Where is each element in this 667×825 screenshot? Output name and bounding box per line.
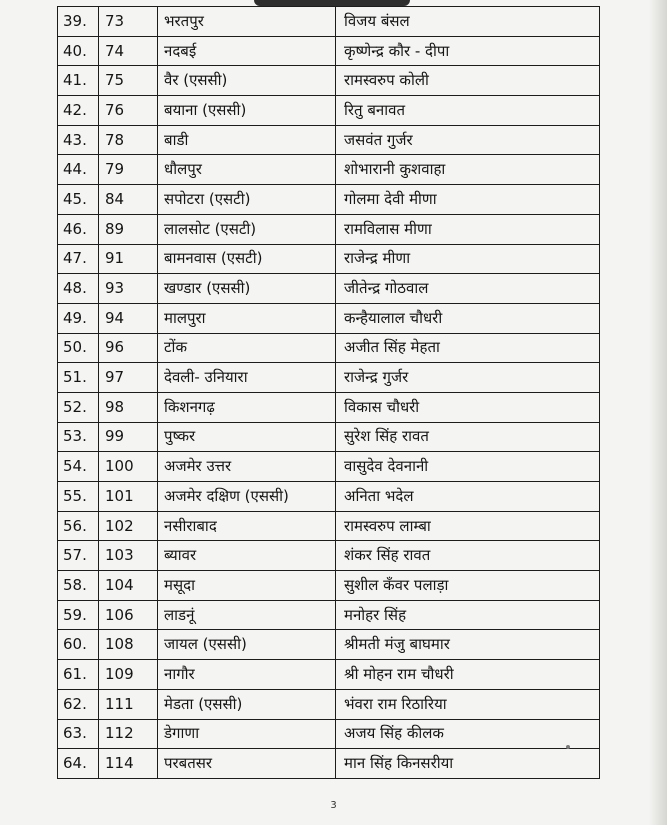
serial-number-cell: 44. — [58, 155, 99, 185]
candidate-name-cell: वासुदेव देवनानी — [336, 452, 600, 482]
candidate-name-cell: विकास चौधरी — [336, 392, 600, 422]
constituency-name-cell: भरतपुर — [158, 7, 336, 37]
constituency-number-cell: 109 — [99, 660, 158, 690]
page-number: 3 — [330, 800, 337, 811]
constituency-name-cell: बयाना (एससी) — [158, 96, 336, 126]
table-row — [58, 363, 600, 393]
candidate-name-cell: राजेन्द्र मीणा — [336, 244, 600, 274]
constituency-number-cell: 103 — [99, 541, 158, 571]
constituency-name-cell: अजमेर उत्तर — [158, 452, 336, 482]
serial-number-cell: 41. — [58, 66, 99, 96]
table-row — [58, 66, 600, 96]
constituency-name-cell: बामनवास (एसटी) — [158, 244, 336, 274]
candidate-name-cell: सुशील कँवर पलाड़ा — [336, 571, 600, 601]
constituency-number-cell: 102 — [99, 511, 158, 541]
candidate-name-cell: रितु बनावत — [336, 96, 600, 126]
table-row — [58, 719, 600, 749]
candidate-name-cell: अजय सिंह कीलक — [336, 719, 600, 749]
table-row — [58, 274, 600, 304]
serial-number-cell: 42. — [58, 96, 99, 126]
table-row — [58, 660, 600, 690]
serial-number-cell: 55. — [58, 482, 99, 512]
constituency-number-cell: 112 — [99, 719, 158, 749]
candidate-name-cell: श्रीमती मंजु बाघमार — [336, 630, 600, 660]
table-body — [58, 7, 600, 779]
serial-number-cell: 59. — [58, 600, 99, 630]
constituency-name-cell: अजमेर दक्षिण (एससी) — [158, 482, 336, 512]
constituency-number-cell: 93 — [99, 274, 158, 304]
table-row — [58, 214, 600, 244]
page-edge-shadow — [649, 0, 667, 825]
constituency-name-cell: सपोटरा (एसटी) — [158, 185, 336, 215]
constituency-number-cell: 100 — [99, 452, 158, 482]
candidate-list-table — [57, 6, 600, 779]
candidate-name-cell: रामस्वरुप कोली — [336, 66, 600, 96]
serial-number-cell: 51. — [58, 363, 99, 393]
constituency-name-cell: लाडनूं — [158, 600, 336, 630]
constituency-name-cell: जायल (एससी) — [158, 630, 336, 660]
serial-number-cell: 52. — [58, 392, 99, 422]
constituency-number-cell: 101 — [99, 482, 158, 512]
table-row — [58, 333, 600, 363]
table-row — [58, 96, 600, 126]
candidate-name-cell: भंवरा राम रिठारिया — [336, 689, 600, 719]
constituency-name-cell: नागौर — [158, 660, 336, 690]
constituency-number-cell: 111 — [99, 689, 158, 719]
constituency-number-cell: 97 — [99, 363, 158, 393]
serial-number-cell: 64. — [58, 749, 99, 779]
candidate-name-cell: जसवंत गुर्जर — [336, 125, 600, 155]
constituency-name-cell: देवली- उनियारा — [158, 363, 336, 393]
serial-number-cell: 48. — [58, 274, 99, 304]
candidate-name-cell: राजेन्द्र गुर्जर — [336, 363, 600, 393]
serial-number-cell: 63. — [58, 719, 99, 749]
constituency-name-cell: परबतसर — [158, 749, 336, 779]
table-row — [58, 630, 600, 660]
constituency-number-cell: 91 — [99, 244, 158, 274]
serial-number-cell: 61. — [58, 660, 99, 690]
serial-number-cell: 40. — [58, 36, 99, 66]
constituency-number-cell: 75 — [99, 66, 158, 96]
candidate-name-cell: श्री मोहन राम चौधरी — [336, 660, 600, 690]
constituency-name-cell: धौलपुर — [158, 155, 336, 185]
candidate-name-cell: विजय बंसल — [336, 7, 600, 37]
constituency-number-cell: 84 — [99, 185, 158, 215]
constituency-name-cell: टोंक — [158, 333, 336, 363]
table-row — [58, 125, 600, 155]
serial-number-cell: 39. — [58, 7, 99, 37]
constituency-name-cell: मसूदा — [158, 571, 336, 601]
serial-number-cell: 57. — [58, 541, 99, 571]
constituency-number-cell: 106 — [99, 600, 158, 630]
table-row — [58, 600, 600, 630]
constituency-number-cell: 104 — [99, 571, 158, 601]
constituency-number-cell: 76 — [99, 96, 158, 126]
candidate-name-cell: कृष्णेन्द्र कौर - दीपा — [336, 36, 600, 66]
table-row — [58, 185, 600, 215]
constituency-name-cell: खण्डार (एससी) — [158, 274, 336, 304]
constituency-number-cell: 108 — [99, 630, 158, 660]
constituency-number-cell: 114 — [99, 749, 158, 779]
paper-speck — [566, 745, 570, 749]
table-row — [58, 749, 600, 779]
constituency-name-cell: नसीराबाद — [158, 511, 336, 541]
candidate-name-cell: अजीत सिंह मेहता — [336, 333, 600, 363]
constituency-number-cell: 94 — [99, 303, 158, 333]
constituency-name-cell: ब्यावर — [158, 541, 336, 571]
constituency-name-cell: वैर (एससी) — [158, 66, 336, 96]
table-row — [58, 155, 600, 185]
serial-number-cell: 58. — [58, 571, 99, 601]
candidate-name-cell: मनोहर सिंह — [336, 600, 600, 630]
serial-number-cell: 53. — [58, 422, 99, 452]
constituency-number-cell: 74 — [99, 36, 158, 66]
candidate-name-cell: जीतेन्द्र गोठवाल — [336, 274, 600, 304]
table-row — [58, 244, 600, 274]
constituency-name-cell: नदबई — [158, 36, 336, 66]
serial-number-cell: 47. — [58, 244, 99, 274]
constituency-number-cell: 98 — [99, 392, 158, 422]
table-row — [58, 303, 600, 333]
candidate-name-cell: शंकर सिंह रावत — [336, 541, 600, 571]
table-row — [58, 452, 600, 482]
serial-number-cell: 62. — [58, 689, 99, 719]
candidate-name-cell: रामविलास मीणा — [336, 214, 600, 244]
candidate-name-cell: गोलमा देवी मीणा — [336, 185, 600, 215]
constituency-number-cell: 78 — [99, 125, 158, 155]
constituency-number-cell: 96 — [99, 333, 158, 363]
constituency-name-cell: मेडता (एससी) — [158, 689, 336, 719]
table-row — [58, 541, 600, 571]
constituency-number-cell: 89 — [99, 214, 158, 244]
constituency-name-cell: किशनगढ़ — [158, 392, 336, 422]
candidate-name-cell: अनिता भदेल — [336, 482, 600, 512]
serial-number-cell: 46. — [58, 214, 99, 244]
constituency-name-cell: बाडी — [158, 125, 336, 155]
table-row — [58, 422, 600, 452]
constituency-name-cell: डेगाणा — [158, 719, 336, 749]
serial-number-cell: 54. — [58, 452, 99, 482]
table-row — [58, 482, 600, 512]
serial-number-cell: 49. — [58, 303, 99, 333]
table-row — [58, 571, 600, 601]
table-row — [58, 511, 600, 541]
constituency-number-cell: 73 — [99, 7, 158, 37]
serial-number-cell: 50. — [58, 333, 99, 363]
constituency-name-cell: मालपुरा — [158, 303, 336, 333]
serial-number-cell: 56. — [58, 511, 99, 541]
serial-number-cell: 43. — [58, 125, 99, 155]
candidate-name-cell: शोभारानी कुशवाहा — [336, 155, 600, 185]
constituency-name-cell: लालसोट (एसटी) — [158, 214, 336, 244]
table-row — [58, 7, 600, 37]
table-row — [58, 36, 600, 66]
constituency-number-cell: 79 — [99, 155, 158, 185]
candidate-name-cell: रामस्वरुप लाम्बा — [336, 511, 600, 541]
table-row — [58, 689, 600, 719]
serial-number-cell: 45. — [58, 185, 99, 215]
serial-number-cell: 60. — [58, 630, 99, 660]
constituency-number-cell: 99 — [99, 422, 158, 452]
candidate-name-cell: कन्हैयालाल चौधरी — [336, 303, 600, 333]
table-row — [58, 392, 600, 422]
candidate-name-cell: मान सिंह किनसरीया — [336, 749, 600, 779]
constituency-name-cell: पुष्कर — [158, 422, 336, 452]
candidate-name-cell: सुरेश सिंह रावत — [336, 422, 600, 452]
